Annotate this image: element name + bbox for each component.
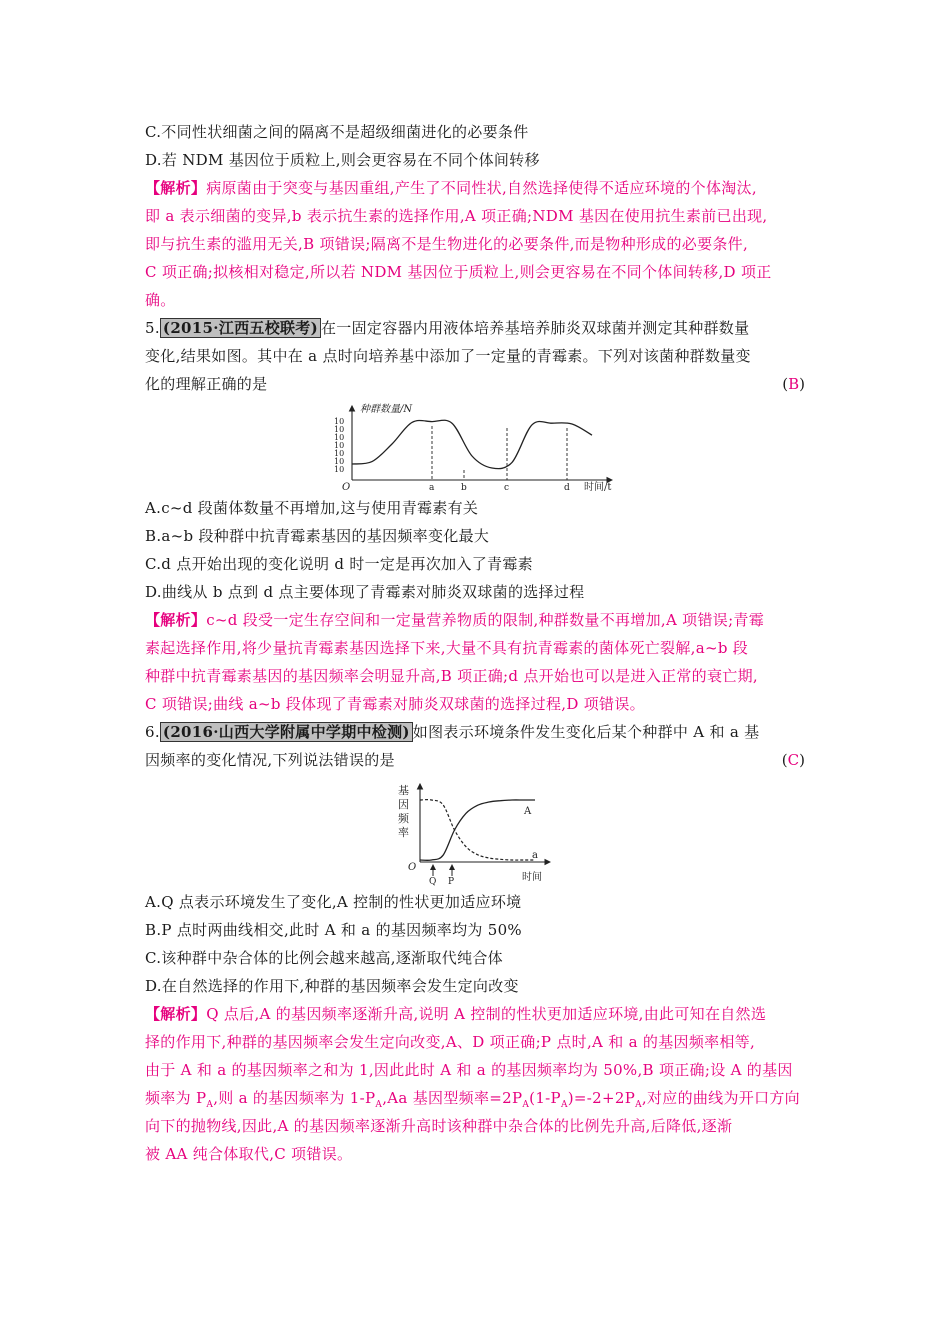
- q4-explanation-line1: [145, 178, 813, 198]
- chart1-x-tick-b: b: [461, 483, 467, 493]
- q6-explanation-line6: 被 AA 纯合体取代,C 项错误。: [145, 1145, 353, 1163]
- chart2-legend-A: A: [524, 806, 532, 817]
- chart1-y-tick: 10: [334, 425, 345, 434]
- paren-open: (: [781, 751, 788, 769]
- population-chart: [330, 400, 620, 494]
- q6-answer-letter: C: [787, 751, 800, 769]
- chart1-x-tick-a: a: [429, 483, 435, 493]
- paren-close: ): [799, 751, 805, 769]
- subscript: A: [206, 1100, 214, 1110]
- q6-stem-line1: [145, 722, 813, 742]
- subscript: A: [522, 1100, 530, 1110]
- q4-option-d: D.若 NDM 基因位于质粒上,则会更容易在不同个体间转移: [145, 151, 540, 169]
- q6-option-c: C.该种群中杂合体的比例会越来越高,逐渐取代纯合体: [145, 949, 503, 967]
- chart1-y-tick: 10: [334, 457, 345, 466]
- q5-explanation-line2: 素起选择作用,将少量抗青霉素基因选择下来,大量不具有抗青霉素的菌体死亡裂解,a~b 段: [145, 639, 749, 657]
- q4-explanation-line3: 即与抗生素的滥用无关,B 项错误;隔离不是生物进化的必要条件,而是物种形成的必要条件,: [145, 235, 749, 253]
- paren-open: (: [782, 375, 789, 393]
- chart2-series-a: [420, 800, 535, 860]
- chart1-x-ticks: [429, 483, 570, 493]
- chart1-y-tick: 10: [334, 449, 345, 458]
- q5-stem-line1: [145, 318, 813, 338]
- chart1-x-tick-c: c: [504, 483, 510, 493]
- q6-option-a: A.Q 点表示环境发生了变化,A 控制的性状更加适应环境: [145, 893, 522, 911]
- q6-source-badge: (2016·山西大学附属中学期中检测): [160, 722, 413, 742]
- exp-seg: )=-2+2P: [567, 1089, 636, 1107]
- explanation-tag: 【解析】: [145, 179, 207, 197]
- chart1-y-ticks: [334, 417, 344, 474]
- chart2-legend-a: a: [532, 850, 538, 861]
- chart2-y-label-3: 频: [398, 812, 409, 825]
- subscript: A: [375, 1100, 383, 1110]
- chart2-x-tick-q: Q: [429, 877, 437, 886]
- q6-explanation-line4: [145, 1088, 813, 1108]
- chart2-origin: O: [408, 862, 417, 873]
- exp-seg: (1-P: [529, 1089, 561, 1107]
- exp-seg: ,对应的曲线为开口方向: [641, 1089, 800, 1107]
- q5-option-a: A.c~d 段菌体数量不再增加,这与使用青霉素有关: [145, 499, 479, 517]
- q5-source-badge: (2015·江西五校联考): [160, 318, 321, 338]
- q5-answer-letter: B: [788, 375, 800, 393]
- q4-explanation-text: 病原菌由于突变与基因重组,产生了不同性状,自然选择使得不适应环境的个体淘汰,: [206, 179, 757, 197]
- chart2-y-label-4: 率: [398, 826, 409, 839]
- chart1-y-tick: 10: [334, 465, 345, 474]
- q5-stem-line3: 化的理解正确的是: [145, 375, 268, 393]
- q5-option-c: C.d 点开始出现的变化说明 d 时一定是再次加入了青霉素: [145, 555, 533, 573]
- q5-stem-text: 在一固定容器内用液体培养基培养肺炎双球菌并测定其种群数量: [321, 319, 750, 337]
- q6-answer: [782, 750, 805, 770]
- q4-option-c: C.不同性状细菌之间的隔离不是超级细菌进化的必要条件: [145, 123, 529, 141]
- explanation-tag: 【解析】: [145, 1005, 207, 1023]
- subscript: A: [560, 1100, 568, 1110]
- q6-stem-text: 如图表示环境条件发生变化后某个种群中 A 和 a 基: [412, 723, 760, 741]
- chart2-y-label-1: 基: [398, 784, 409, 797]
- chart1-x-tick-d: d: [564, 483, 570, 493]
- q5-number: 5.: [145, 319, 160, 337]
- q5-option-d: D.曲线从 b 点到 d 点主要体现了青霉素对肺炎双球菌的选择过程: [145, 583, 585, 601]
- q5-explanation-line1: [145, 610, 813, 630]
- chart2-series-A: [420, 800, 535, 860]
- chart1-y-label: 种群数量/N: [360, 404, 413, 415]
- q6-explanation-line5: 向下的抛物线,因此,A 的基因频率逐渐升高时该种群中杂合体的比例先升高,后降低,逐渐: [145, 1117, 733, 1135]
- q6-explanation-text: Q 点后,A 的基因频率逐渐升高,说明 A 控制的性状更加适应环境,由此可知在自然选: [206, 1005, 767, 1023]
- q6-stem-line2: 因频率的变化情况,下列说法错误的是: [145, 751, 395, 769]
- q6-option-d: D.在自然选择的作用下,种群的基因频率会发生定向改变: [145, 977, 519, 995]
- q4-explanation-line5: 确。: [145, 291, 176, 309]
- chart1-y-tick: 10: [334, 441, 345, 450]
- chart2-x-tick-p: P: [448, 877, 455, 886]
- gene-frequency-chart: [390, 780, 560, 886]
- chart1-y-tick: 10: [334, 417, 345, 426]
- q6-number: 6.: [145, 723, 160, 741]
- q5-explanation-text: c~d 段受一定生存空间和一定量营养物质的限制,种群数量不再增加,A 项错误;青霉: [206, 611, 765, 629]
- q6-explanation-line2: 择的作用下,种群的基因频率会发生定向改变,A、D 项正确;P 点时,A 和 a 的基因频率相等,: [145, 1033, 756, 1051]
- chart2-y-label-2: 因: [398, 798, 409, 811]
- exp-seg: ,Aa 基因型频率=2P: [382, 1089, 523, 1107]
- chart1-guides: [432, 426, 567, 480]
- subscript: A: [635, 1100, 642, 1110]
- q6-option-b: B.P 点时两曲线相交,此时 A 和 a 的基因频率均为 50%: [145, 921, 522, 939]
- q5-explanation-line4: C 项错误;曲线 a~b 段体现了青霉素对肺炎双球菌的选择过程,D 项错误。: [145, 695, 645, 713]
- explanation-tag: 【解析】: [145, 611, 207, 629]
- exp-seg: 频率为 P: [145, 1089, 207, 1107]
- q6-explanation-line1: [145, 1004, 813, 1024]
- exp-seg: ,则 a 的基因频率为 1-P: [213, 1089, 376, 1107]
- q5-answer: [782, 374, 805, 394]
- q4-explanation-line4: C 项正确;拟核相对稳定,所以若 NDM 基因位于质粒上,则会更容易在不同个体间转移,D 项正: [145, 263, 772, 281]
- chart1-y-tick: 10: [334, 433, 345, 442]
- q5-explanation-line3: 种群中抗青霉素基因的基因频率会明显升高,B 项正确;d 点开始也可以是进入正常的衰亡期,: [145, 667, 758, 685]
- q6-explanation-line3: 由于 A 和 a 的基因频率之和为 1,因此此时 A 和 a 的基因频率均为 50%,B 项正确;设 A 的基因: [145, 1061, 793, 1079]
- chart2-x-label: 时间: [522, 872, 542, 883]
- chart1-series-line: [352, 420, 592, 468]
- q5-stem-line2: 变化,结果如图。其中在 a 点时向培养基中添加了一定量的青霉素。下列对该菌种群数量变: [145, 347, 751, 365]
- paren-close: ): [799, 375, 805, 393]
- q4-explanation-line2: 即 a 表示细菌的变异,b 表示抗生素的选择作用,A 项正确;NDM 基因在使用抗生素前已出现,: [145, 207, 768, 225]
- chart1-x-label: 时间/t: [584, 482, 612, 493]
- chart1-origin: O: [342, 482, 351, 493]
- q5-option-b: B.a~b 段种群中抗青霉素基因的基因频率变化最大: [145, 527, 490, 545]
